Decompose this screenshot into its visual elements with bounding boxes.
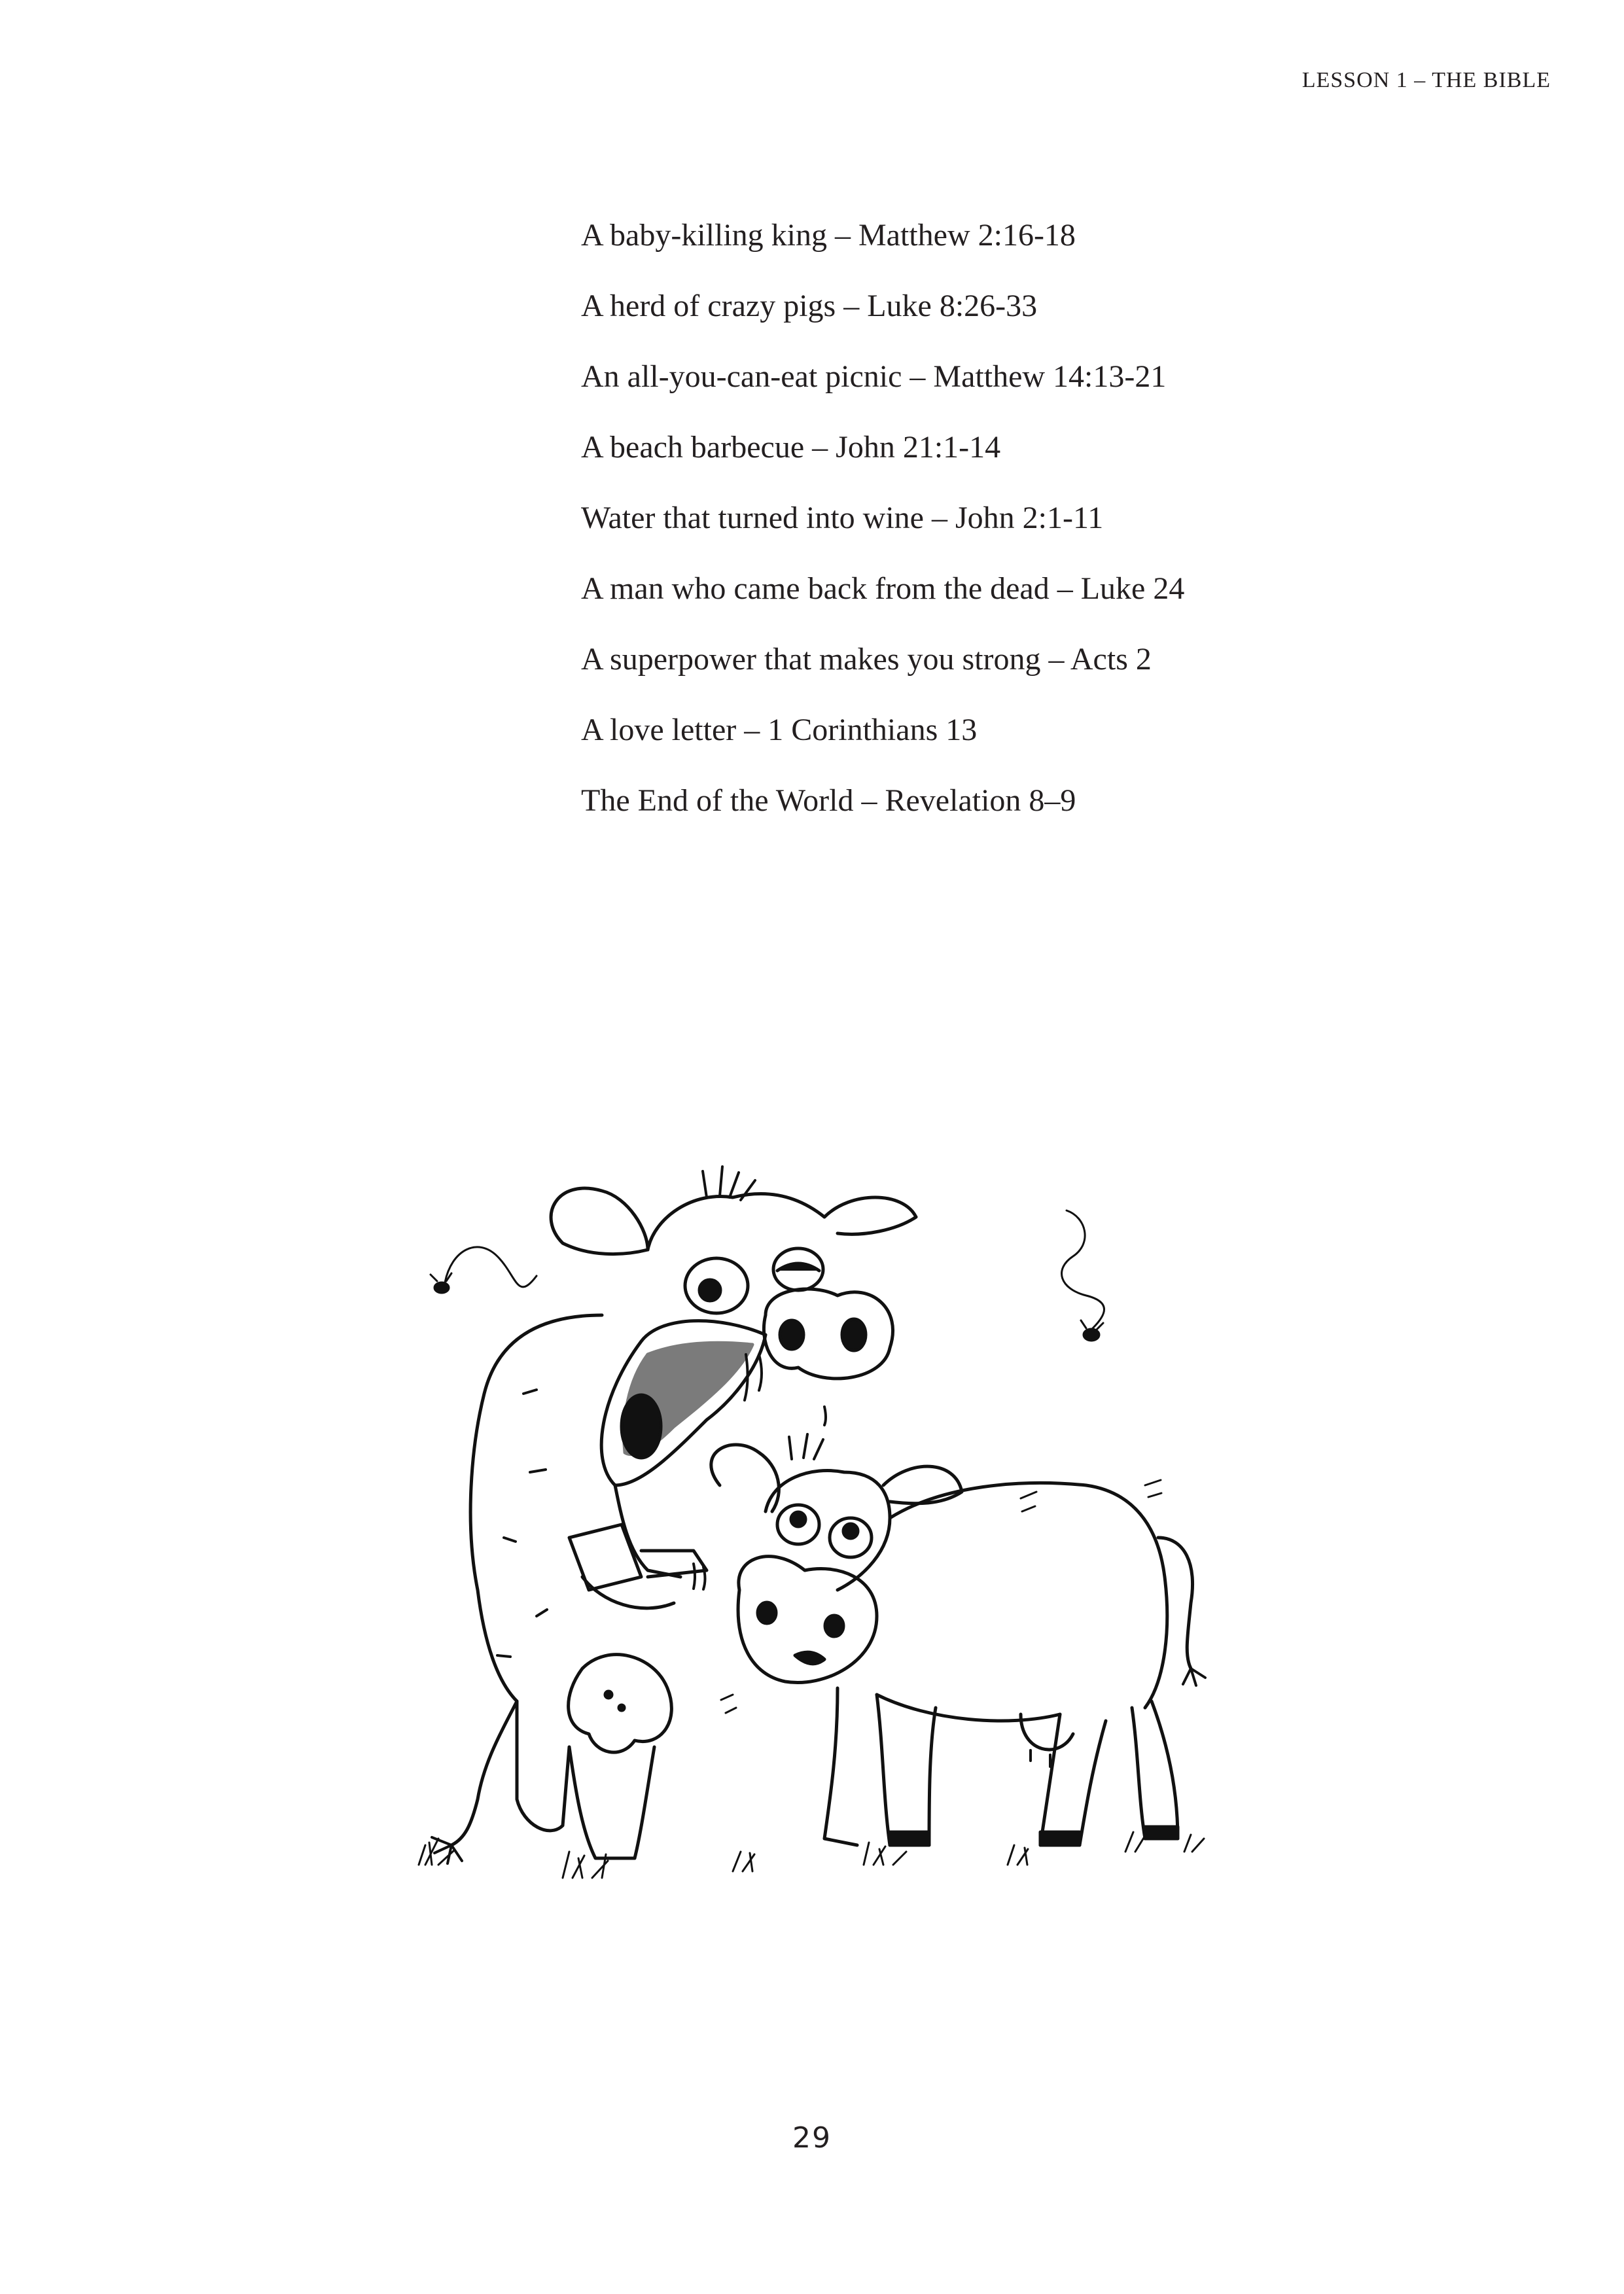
small-cow-drawing [711, 1434, 1205, 1845]
list-item: Water that turned into wine – John 2:1-11 [581, 501, 1104, 535]
list-item: A man who came back from the dead – Luke 24 [581, 571, 1185, 606]
list-item: A herd of crazy pigs – Luke 8:26-33 [581, 289, 1038, 323]
list-item: A superpower that makes you strong – Acts 2 [581, 642, 1152, 677]
bible-story-list [581, 220, 1184, 856]
list-item: A baby-killing king – Matthew 2:16-18 [581, 218, 1076, 253]
list-item: A love letter – 1 Corinthians 13 [581, 713, 978, 747]
fly-right-icon [1062, 1210, 1104, 1340]
running-header: LESSON 1 – THE BIBLE [1301, 68, 1551, 92]
cartoon-cows-illustration [366, 1119, 1269, 1930]
grass-ground [419, 1832, 1204, 1878]
fly-left-icon [431, 1247, 537, 1292]
big-cow-drawing [432, 1167, 916, 1863]
list-item: The End of the World – Revelation 8–9 [581, 783, 1076, 818]
list-item: An all-you-can-eat picnic – Matthew 14:13-21 [581, 359, 1167, 394]
list-item: A beach barbecue – John 21:1-14 [581, 430, 1001, 465]
page-number: 29 [792, 2121, 832, 2155]
